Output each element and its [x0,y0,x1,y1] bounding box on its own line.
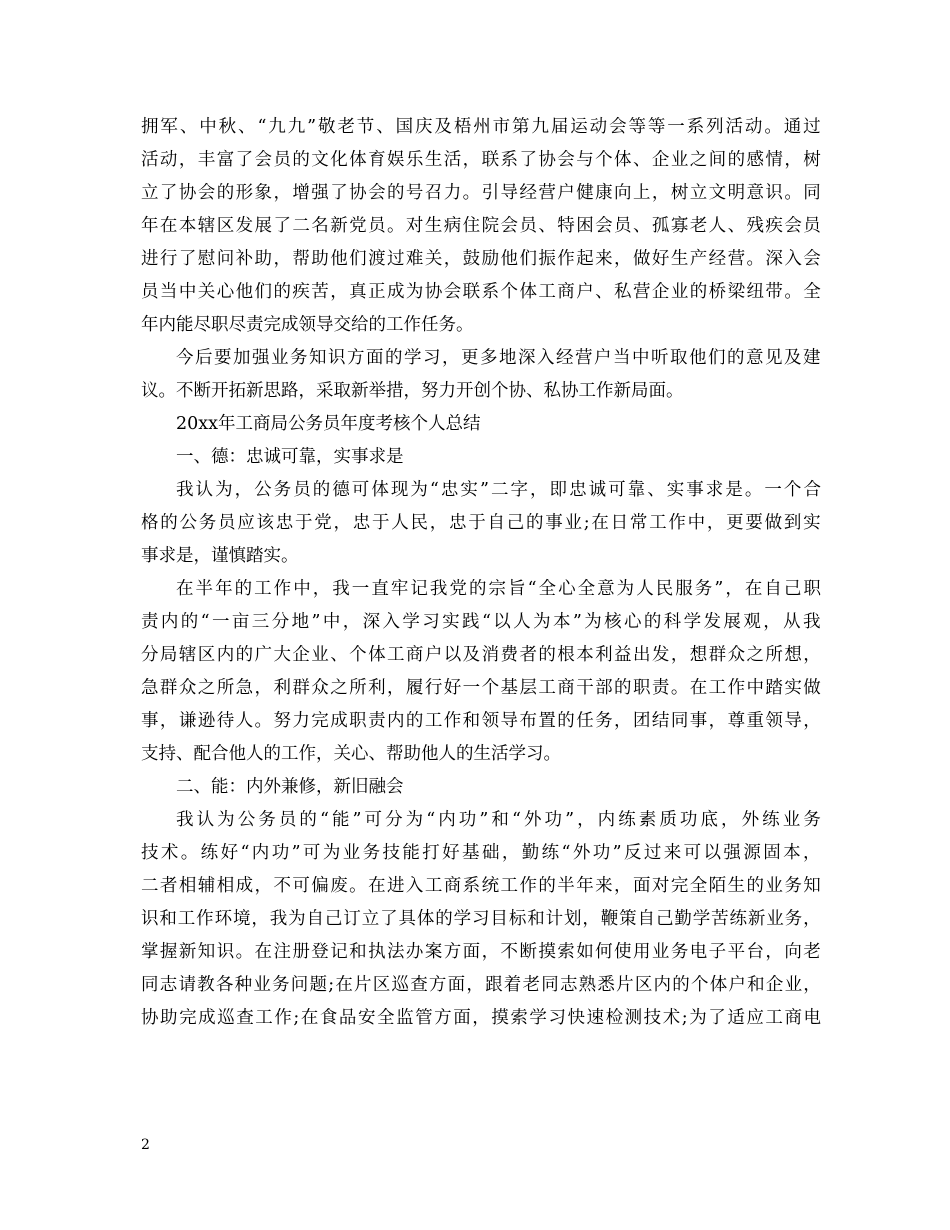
text-line: 同 志 请 教 各 种 业 务 问 题 ; 在 片 区 巡 查 方 面 ， 跟 着 老 同 志 熟 悉 片 区 内 的 个 体 户 和 企 业 ， [141,975,821,995]
text-line: 员 当 中 关 心 他 们 的 疾 苦 ， 真 正 成 为 协 会 联 系 个 体 工 商 户 、 私 营 企 业 的 桥 梁 纽 带 。 全 [141,282,821,302]
text-line: 事求是，谨慎踏实。 [141,546,299,566]
text-line: 在 半 年 的 工 作 中 ， 我 一 直 牢 记 我 党 的 宗 旨 “ 全 心 全 意 为 人 民 服 务 ” ， 在 自 己 职 [176,579,821,599]
text-line: 格 的 公 务 员 应 该 忠 于 党 ， 忠 于 人 民 ， 忠 于 自 己 的 事 业 ; 在 日 常 工 作 中 ， 更 要 做 到 实 [141,513,821,533]
document-body [141,111,821,1035]
text-line: 协 助 完 成 巡 查 工 作 ; 在 食 品 安 全 监 管 方 面 ， 摸 索 学 习 快 速 检 测 技 术 ; 为 了 适 应 工 商 电 [141,1008,821,1028]
text-line: 分 局 辖 区 内 的 广 大 企 业 、 个 体 工 商 户 以 及 消 费 者 的 根 本 利 益 出 发 ， 想 群 众 之 所 想 ， [141,645,821,665]
text-line: 识 和 工 作 环 境 ， 我 为 自 己 订 立 了 具 体 的 学 习 目 标 和 计 划 ， 鞭 策 自 己 勤 学 苦 练 新 业 务 ， [141,909,821,929]
page-number: 2 [141,1137,150,1153]
text-line: 我 认 为 公 务 员 的 “ 能 ” 可 分 为 “ 内 功 ” 和 “ 外 功 ” ， 内 练 素 质 功 底 ， 外 练 业 务 [176,810,821,830]
text-line: 事 ， 谦 逊 待 人 。 努 力 完 成 职 责 内 的 工 作 和 领 导 布 置 的 任 务 ， 团 结 同 事 ， 尊 重 领 导 ， [141,711,821,731]
text-line: 二 者 相 辅 相 成 ， 不 可 偏 废 。 在 进 入 工 商 系 统 工 作 的 半 年 来 ， 面 对 完 全 陌 生 的 业 务 知 [141,876,821,896]
text-line: 议。不断开拓新思路，采取新举措，努力开创个协、私协工作新局面。 [141,381,684,401]
text-line: 年 在 本 辖 区 发 展 了 二 名 新 党 员 。 对 生 病 住 院 会 员 、 特 困 会 员 、 孤 寡 老 人 、 残 疾 会 员 [141,216,821,236]
text-line: 活 动 ， 丰 富 了 会 员 的 文 化 体 育 娱 乐 生 活 ， 联 系 了 协 会 与 个 体 、 企 业 之 间 的 感 情 ， 树 [141,150,821,170]
text-line: 今 后 要 加 强 业 务 知 识 方 面 的 学 习 ， 更 多 地 深 入 经 营 户 当 中 听 取 他 们 的 意 见 及 建 [176,348,821,368]
text-line: 技 术 。 练 好 “ 内 功 ” 可 为 业 务 技 能 打 好 基 础 ， 勤 练 “ 外 功 ” 反 过 来 可 以 强 源 固 本 ， [141,843,821,863]
text-line: 立 了 协 会 的 形 象 ， 增 强 了 协 会 的 号 召 力 。 引 导 经 营 户 健 康 向 上 ， 树 立 文 明 意 识 。 同 [141,183,821,203]
text-line: 急 群 众 之 所 急 ， 利 群 众 之 所 利 ， 履 行 好 一 个 基 层 工 商 干 部 的 职 责 。 在 工 作 中 踏 实 做 [141,678,821,698]
text-line: 进 行 了 慰 问 补 助 ， 帮 助 他 们 渡 过 难 关 ， 鼓 励 他 们 振 作 起 来 ， 做 好 生 产 经 营 。 深 入 会 [141,249,821,269]
text-line: 掌 握 新 知 识 。 在 注 册 登 记 和 执 法 办 案 方 面 ， 不 断 摸 索 如 何 使 用 业 务 电 子 平 台 ， 向 老 [141,942,821,962]
document-title: 20xx年工商局公务员年度考核个人总结 [176,414,481,434]
text-line: 责 内 的 “ 一 亩 三 分 地 ” 中 ， 深 入 学 习 实 践 “ 以 人 为 本 ” 为 核 心 的 科 学 发 展 观 ， 从 我 [141,612,821,632]
section-heading: 一、德：忠诚可靠，实事求是 [176,447,404,467]
text-line: 我 认 为 ， 公 务 员 的 德 可 体 现 为 “ 忠 实 ” 二 字 ， 即 忠 诚 可 靠 、 实 事 求 是 。 一 个 合 [176,480,821,500]
text-line: 年内能尽职尽责完成领导交给的工作任务。 [141,315,474,335]
text-line: 支持、配合他人的工作，关心、帮助他人的生活学习。 [141,744,561,764]
section-heading: 二、能：内外兼修，新旧融会 [176,777,404,797]
text-line: 拥 军 、 中 秋 、 “ 九 九 ” 敬 老 节 、 国 庆 及 梧 州 市 第 九 届 运 动 会 等 等 一 系 列 活 动 。 通 过 [141,117,821,137]
